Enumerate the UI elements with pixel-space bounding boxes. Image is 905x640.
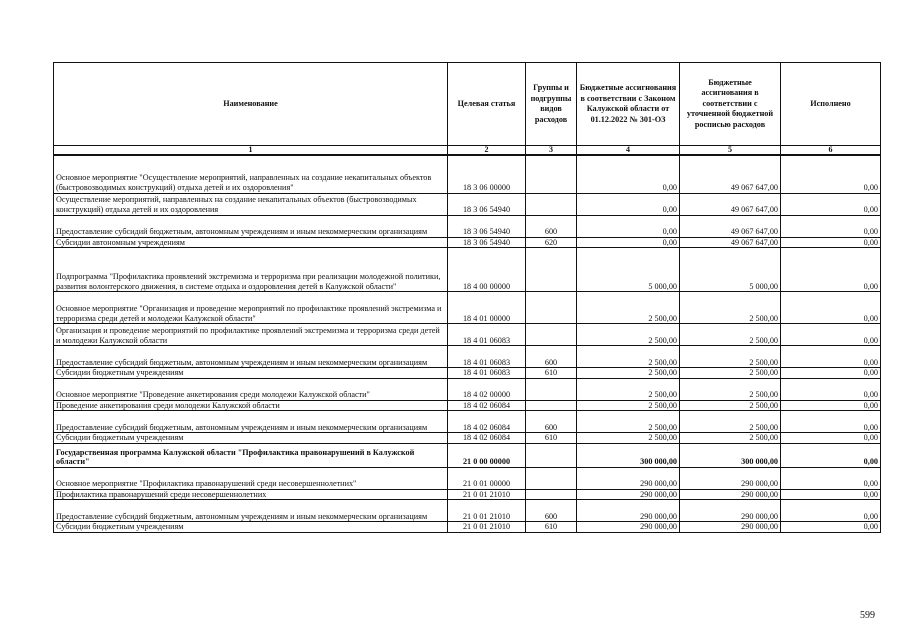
row-revised-allocation: 2 500,00 — [680, 378, 781, 400]
table-row — [54, 368, 881, 379]
table-row — [54, 522, 881, 533]
row-executed: 0,00 — [781, 500, 881, 522]
row-revised-allocation: 49 067 647,00 — [680, 155, 781, 193]
table-row — [54, 433, 881, 444]
row-expense-group: 600 — [526, 411, 577, 433]
row-revised-allocation: 290 000,00 — [680, 500, 781, 522]
row-expense-group — [526, 292, 577, 324]
table-row — [54, 467, 881, 489]
row-executed: 0,00 — [781, 215, 881, 237]
column-number: 1 — [54, 146, 448, 156]
row-revised-allocation: 2 500,00 — [680, 368, 781, 379]
row-law-allocation: 2 500,00 — [577, 368, 680, 379]
row-revised-allocation: 49 067 647,00 — [680, 193, 781, 215]
row-target-article: 21 0 01 00000 — [448, 467, 526, 489]
row-law-allocation: 0,00 — [577, 215, 680, 237]
row-expense-group: 620 — [526, 237, 577, 248]
row-law-allocation: 2 500,00 — [577, 346, 680, 368]
table-row — [54, 292, 881, 324]
row-law-allocation: 2 500,00 — [577, 378, 680, 400]
column-number: 6 — [781, 146, 881, 156]
table-row — [54, 346, 881, 368]
row-name: Проведение анкетирования среди молодежи Калужской области — [54, 400, 448, 411]
row-revised-allocation: 300 000,00 — [680, 443, 781, 467]
row-revised-allocation: 2 500,00 — [680, 324, 781, 346]
row-revised-allocation: 290 000,00 — [680, 467, 781, 489]
header-expense-group: Группы и подгруппы видов расходов — [526, 63, 577, 146]
row-law-allocation: 2 500,00 — [577, 433, 680, 444]
table-row — [54, 400, 881, 411]
row-name: Предоставление субсидий бюджетным, автономным учреждениям и иным некоммерческим организациям — [54, 500, 448, 522]
header-target-article: Целевая статья — [448, 63, 526, 146]
table-row — [54, 489, 881, 500]
row-expense-group — [526, 400, 577, 411]
row-revised-allocation: 49 067 647,00 — [680, 215, 781, 237]
row-executed: 0,00 — [781, 489, 881, 500]
row-name: Субсидии автономным учреждениям — [54, 237, 448, 248]
row-expense-group: 610 — [526, 368, 577, 379]
row-law-allocation: 0,00 — [577, 155, 680, 193]
row-name: Основное мероприятие "Профилактика правонарушений среди несовершеннолетних" — [54, 467, 448, 489]
row-expense-group: 610 — [526, 433, 577, 444]
row-executed: 0,00 — [781, 155, 881, 193]
row-revised-allocation: 2 500,00 — [680, 400, 781, 411]
row-law-allocation: 2 500,00 — [577, 292, 680, 324]
table-row — [54, 378, 881, 400]
row-revised-allocation: 2 500,00 — [680, 292, 781, 324]
row-law-allocation: 2 500,00 — [577, 324, 680, 346]
table-row — [54, 215, 881, 237]
row-expense-group — [526, 155, 577, 193]
row-executed: 0,00 — [781, 324, 881, 346]
row-target-article: 18 4 02 06084 — [448, 411, 526, 433]
row-executed: 0,00 — [781, 522, 881, 533]
row-expense-group: 600 — [526, 215, 577, 237]
row-name: Предоставление субсидий бюджетным, автономным учреждениям и иным некоммерческим организациям — [54, 215, 448, 237]
row-expense-group: 600 — [526, 500, 577, 522]
row-name: Основное мероприятие "Проведение анкетирования среди молодежи Калужской области" — [54, 378, 448, 400]
row-executed: 0,00 — [781, 248, 881, 292]
row-name: Профилактика правонарушений среди несовершеннолетних — [54, 489, 448, 500]
row-name: Предоставление субсидий бюджетным, автономным учреждениям и иным некоммерческим организациям — [54, 346, 448, 368]
row-executed: 0,00 — [781, 292, 881, 324]
row-name: Субсидии бюджетным учреждениям — [54, 433, 448, 444]
row-name: Основное мероприятие "Организация и проведение мероприятий по профилактике проявлений экстремизма и терроризма среди детей и молодежи Калужской области" — [54, 292, 448, 324]
row-target-article: 18 3 06 00000 — [448, 155, 526, 193]
row-target-article: 18 4 01 06083 — [448, 368, 526, 379]
row-expense-group — [526, 443, 577, 467]
table-body — [54, 155, 881, 533]
row-revised-allocation: 2 500,00 — [680, 346, 781, 368]
row-revised-allocation: 290 000,00 — [680, 489, 781, 500]
row-expense-group: 600 — [526, 346, 577, 368]
row-law-allocation: 5 000,00 — [577, 248, 680, 292]
header-name: Наименование — [54, 63, 448, 146]
row-target-article: 18 4 02 06084 — [448, 433, 526, 444]
row-executed: 0,00 — [781, 368, 881, 379]
row-target-article: 18 4 02 00000 — [448, 378, 526, 400]
row-revised-allocation: 49 067 647,00 — [680, 237, 781, 248]
row-law-allocation: 290 000,00 — [577, 489, 680, 500]
row-target-article: 21 0 01 21010 — [448, 489, 526, 500]
row-executed: 0,00 — [781, 400, 881, 411]
row-law-allocation: 300 000,00 — [577, 443, 680, 467]
header-revised-allocation: Бюджетные ассигнования в соответствии с уточненной бюджетной росписью расходов — [680, 63, 781, 146]
column-number: 2 — [448, 146, 526, 156]
row-executed: 0,00 — [781, 467, 881, 489]
row-name: Субсидии бюджетным учреждениям — [54, 368, 448, 379]
row-executed: 0,00 — [781, 443, 881, 467]
row-law-allocation: 290 000,00 — [577, 522, 680, 533]
row-target-article: 21 0 01 21010 — [448, 500, 526, 522]
row-expense-group — [526, 467, 577, 489]
row-law-allocation: 290 000,00 — [577, 467, 680, 489]
row-name: Организация и проведение мероприятий по профилактике проявлений экстремизма и терроризма среди детей и молодежи Калужской области — [54, 324, 448, 346]
column-number: 3 — [526, 146, 577, 156]
row-executed: 0,00 — [781, 411, 881, 433]
column-number: 4 — [577, 146, 680, 156]
row-name: Предоставление субсидий бюджетным, автономным учреждениям и иным некоммерческим организациям — [54, 411, 448, 433]
row-executed: 0,00 — [781, 378, 881, 400]
row-expense-group — [526, 248, 577, 292]
table-row — [54, 237, 881, 248]
table-row — [54, 500, 881, 522]
row-expense-group: 610 — [526, 522, 577, 533]
column-number-row — [54, 146, 881, 156]
header-executed: Исполнено — [781, 63, 881, 146]
table-row — [54, 443, 881, 467]
row-target-article: 18 4 01 06083 — [448, 324, 526, 346]
row-executed: 0,00 — [781, 237, 881, 248]
table-row — [54, 248, 881, 292]
row-expense-group — [526, 489, 577, 500]
row-name: Подпрограмма "Профилактика проявлений экстремизма и терроризма при реализации молодежной политики, развития волонтерского движения, в системе отдыха и оздоровления детей в Калужской области" — [54, 248, 448, 292]
row-target-article: 18 4 00 00000 — [448, 248, 526, 292]
row-law-allocation: 2 500,00 — [577, 411, 680, 433]
row-target-article: 18 3 06 54940 — [448, 237, 526, 248]
row-law-allocation: 2 500,00 — [577, 400, 680, 411]
row-target-article: 18 4 01 00000 — [448, 292, 526, 324]
row-target-article: 18 4 02 06084 — [448, 400, 526, 411]
row-target-article: 18 3 06 54940 — [448, 215, 526, 237]
budget-table — [53, 62, 881, 533]
row-name: Основное мероприятие "Осуществление мероприятий, направленных на создание некапитальных объектов (быстровозводимых конструкций) отдыха детей и их оздоровления" — [54, 155, 448, 193]
row-executed: 0,00 — [781, 346, 881, 368]
header-row — [54, 63, 881, 146]
row-revised-allocation: 2 500,00 — [680, 411, 781, 433]
row-revised-allocation: 290 000,00 — [680, 522, 781, 533]
row-target-article: 21 0 01 21010 — [448, 522, 526, 533]
column-number: 5 — [680, 146, 781, 156]
row-expense-group — [526, 378, 577, 400]
row-revised-allocation: 5 000,00 — [680, 248, 781, 292]
row-executed: 0,00 — [781, 193, 881, 215]
row-law-allocation: 0,00 — [577, 237, 680, 248]
row-name: Государственная программа Калужской области "Профилактика правонарушений в Калужской области" — [54, 443, 448, 467]
row-law-allocation: 0,00 — [577, 193, 680, 215]
row-name: Осуществление мероприятий, направленных на создание некапитальных объектов (быстровозводимых конструкций) отдыха детей и их оздоровления — [54, 193, 448, 215]
table-row — [54, 324, 881, 346]
row-expense-group — [526, 324, 577, 346]
page-number: 599 — [860, 610, 875, 621]
row-name: Субсидии бюджетным учреждениям — [54, 522, 448, 533]
row-target-article: 18 3 06 54940 — [448, 193, 526, 215]
header-law-allocation: Бюджетные ассигнования в соответствии с Законом Калужской области от 01.12.2022 № 301-ОЗ — [577, 63, 680, 146]
table-row — [54, 411, 881, 433]
row-executed: 0,00 — [781, 433, 881, 444]
row-target-article: 18 4 01 06083 — [448, 346, 526, 368]
row-expense-group — [526, 193, 577, 215]
table-row — [54, 193, 881, 215]
row-revised-allocation: 2 500,00 — [680, 433, 781, 444]
row-target-article: 21 0 00 00000 — [448, 443, 526, 467]
table-row — [54, 155, 881, 193]
row-law-allocation: 290 000,00 — [577, 500, 680, 522]
